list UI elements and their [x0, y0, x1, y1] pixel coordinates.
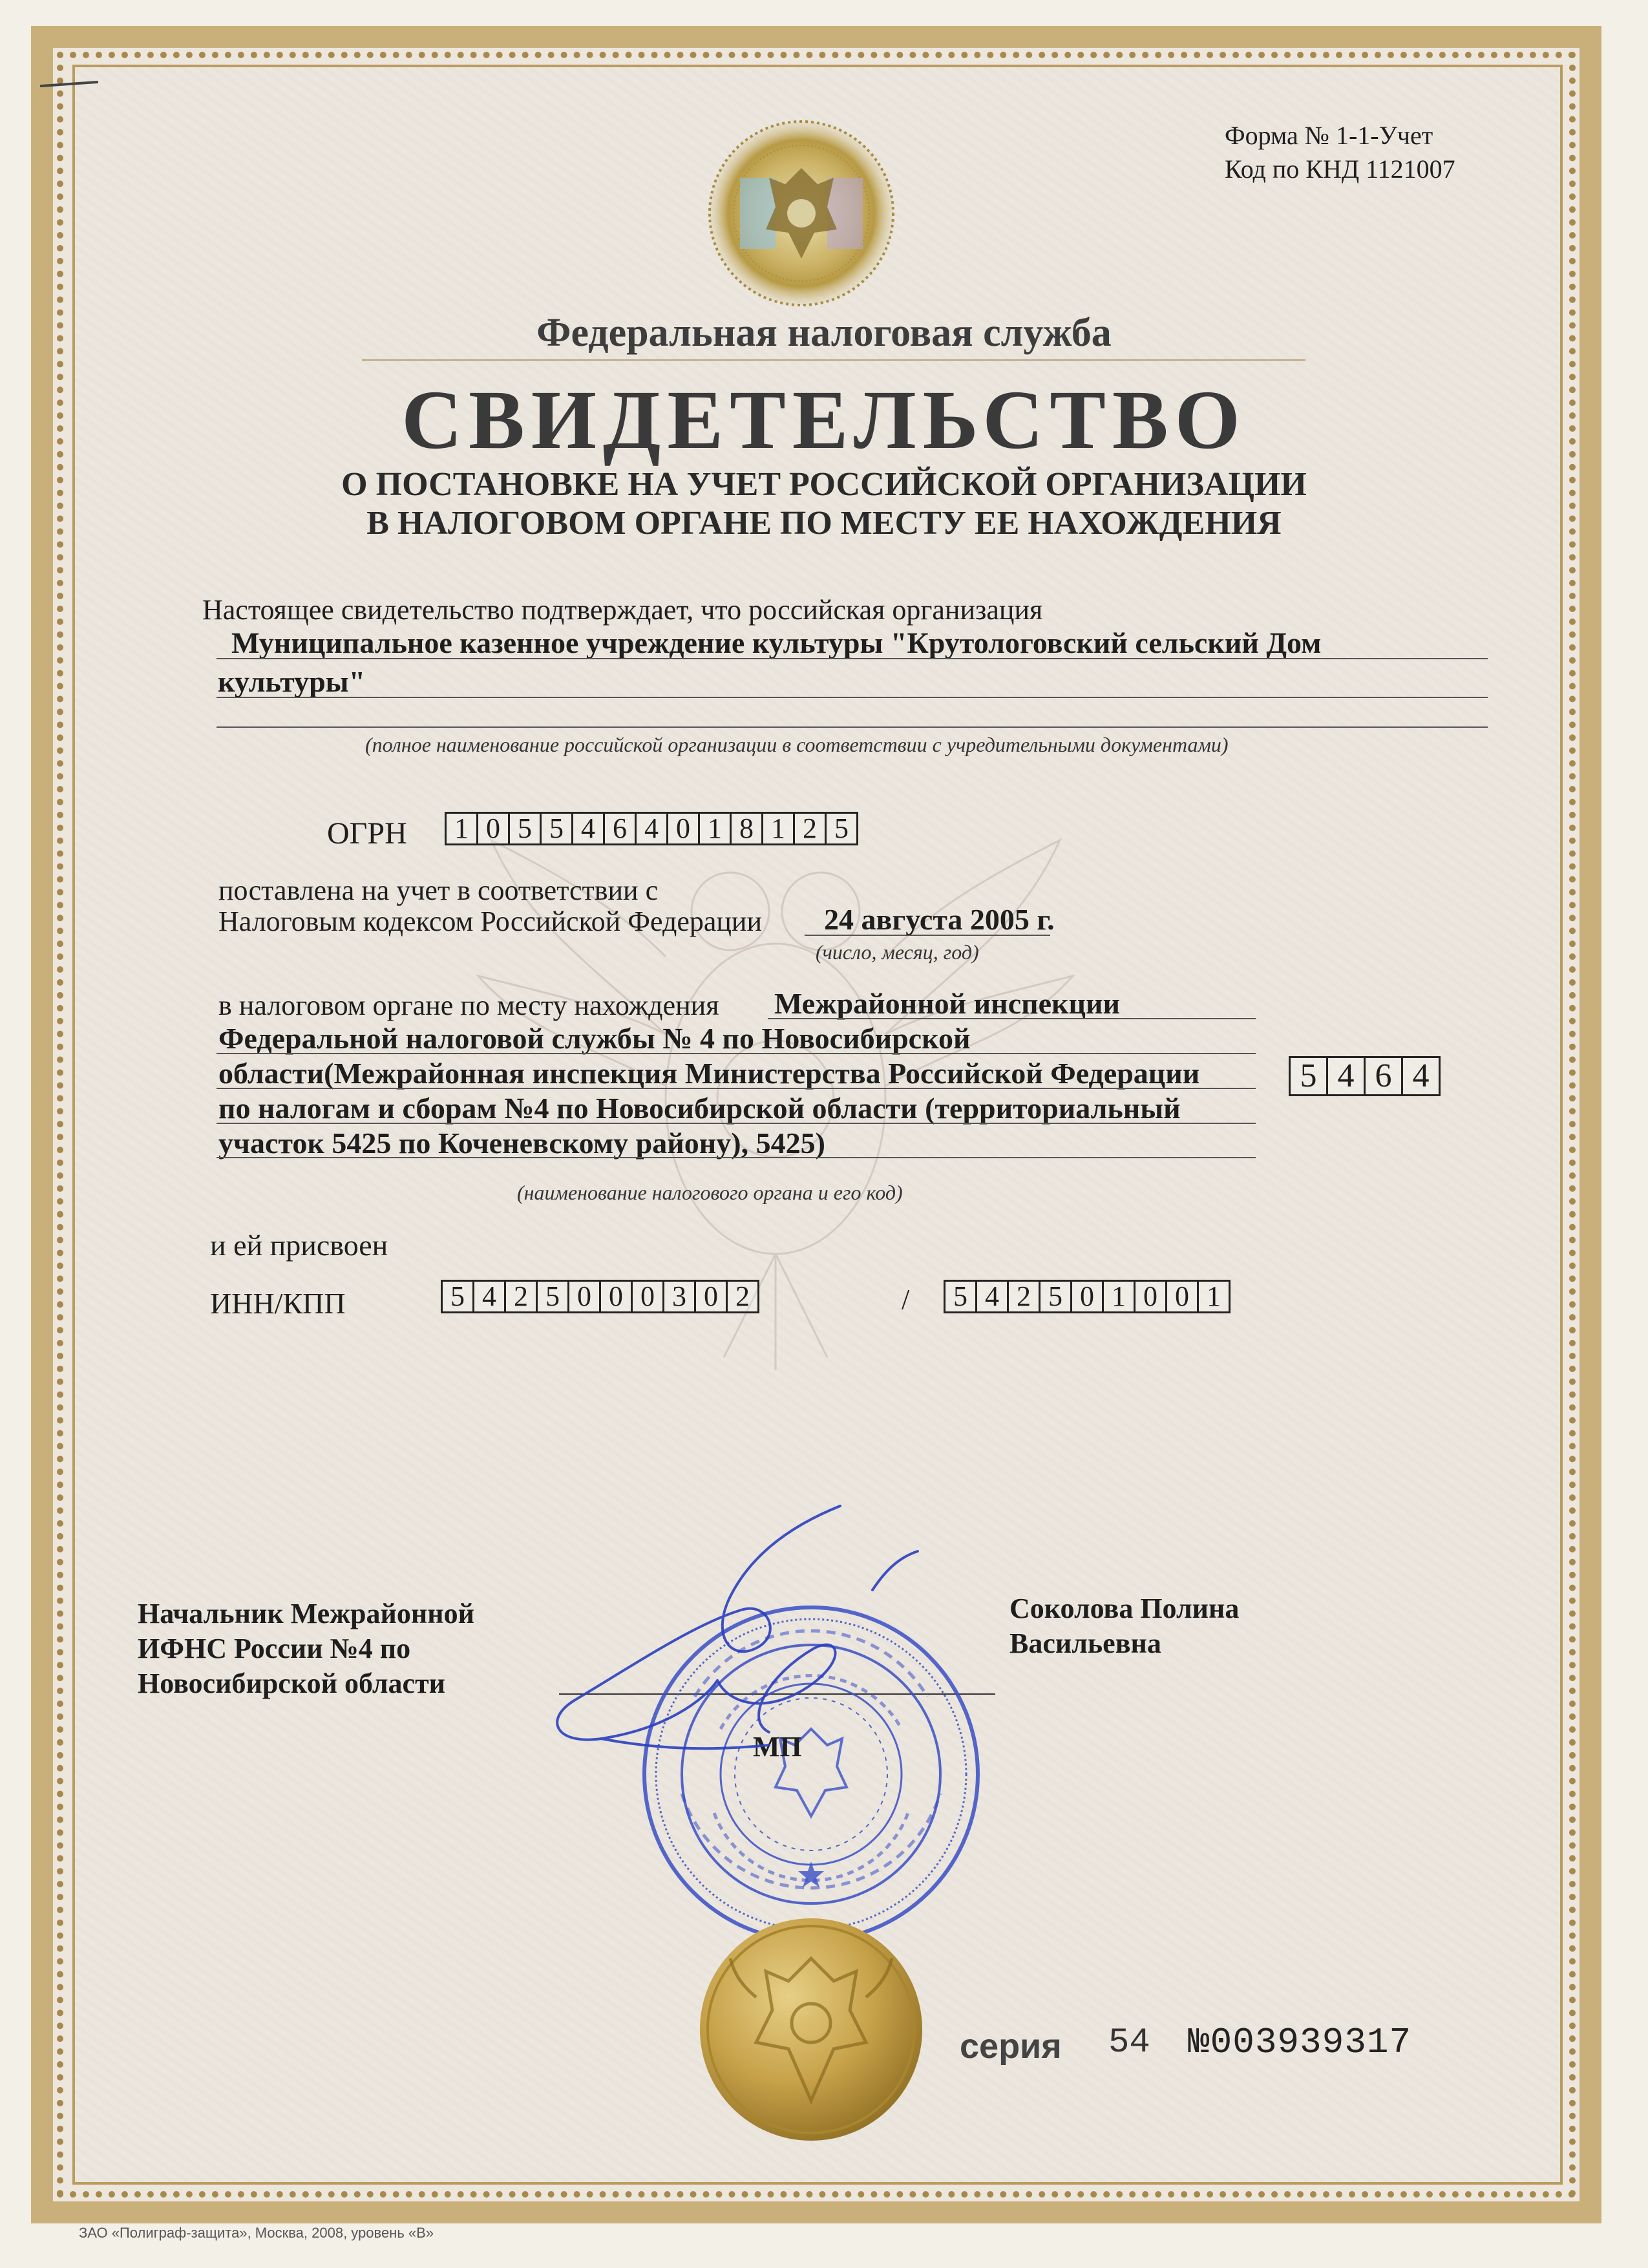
divider [217, 1088, 1256, 1089]
tax-authority-lead: в налоговом органе по месту нахождения [218, 990, 719, 1021]
divider [217, 1123, 1256, 1124]
subtitle-line-2: В НАЛОГОВОМ ОРГАНЕ ПО МЕСТУ ЕЕ НАХОЖДЕНИЯ [366, 505, 1282, 542]
kpp-digit: 5 [945, 1282, 977, 1311]
ogrn-digit: 4 [573, 814, 605, 843]
tax-code-digit: 4 [1328, 1058, 1366, 1094]
tax-authority-line-1: Межрайонной инспекции [774, 987, 1121, 1020]
kpp-digit: 0 [1072, 1282, 1104, 1311]
ogrn-digit: 0 [478, 814, 510, 843]
document-subtitle [0, 465, 1648, 543]
ogrn-digit: 0 [668, 814, 700, 843]
organization-caption: (полное наименование российской организации в соответствии с учредительными документами) [365, 733, 1229, 756]
tax-code-digit: 5 [1291, 1058, 1328, 1094]
divider [217, 1157, 1256, 1158]
form-number: Форма № 1-1-Учет [1225, 121, 1433, 150]
signer-name [1009, 1591, 1239, 1661]
knd-code: Код по КНД 1121007 [1225, 154, 1455, 184]
tax-authority-code-boxes [1289, 1056, 1441, 1096]
ogrn-digit: 4 [637, 814, 668, 843]
assigned-text: и ей присвоен [210, 1229, 388, 1262]
certificate-number: №003939317 [1188, 2022, 1412, 2063]
ogrn-digit: 6 [605, 814, 637, 843]
kpp-digit: 1 [1104, 1282, 1136, 1311]
ogrn-label: ОГРН [327, 816, 407, 851]
inn-digit: 0 [633, 1282, 664, 1311]
inn-digit: 0 [601, 1282, 633, 1311]
registration-date-caption: (число, месяц, год) [816, 940, 979, 964]
ogrn-digit: 1 [700, 814, 732, 843]
divider [362, 359, 1305, 361]
tax-code-digit: 4 [1412, 1057, 1430, 1094]
kpp-digit-boxes [944, 1280, 1231, 1313]
divider [217, 658, 1488, 659]
signer-position [138, 1596, 474, 1701]
kpp-digit: 2 [1009, 1282, 1041, 1311]
signer-position-line-3: Новосибирской области [138, 1668, 446, 1699]
document-title: СВИДЕТЕЛЬСТВО [401, 374, 1247, 467]
inn-digit: 2 [735, 1280, 750, 1312]
ogrn-digit: 2 [795, 814, 827, 843]
ogrn-digit: 8 [732, 814, 763, 843]
printer-imprint: ЗАО «Полиграф-защита», Москва, 2008, уровень «В» [79, 2225, 434, 2241]
signer-name-line-1: Соколова Полина [1009, 1593, 1240, 1624]
ogrn-digit: 5 [510, 814, 542, 843]
ogrn-digit: 1 [763, 814, 795, 843]
ogrn-digit: 5 [542, 814, 573, 843]
inn-digit: 5 [538, 1282, 569, 1311]
series-label: серия [960, 2027, 1062, 2066]
inn-digit: 0 [696, 1282, 728, 1311]
ogrn-digit-boxes [445, 812, 858, 845]
inn-digit: 2 [506, 1282, 538, 1311]
inn-digit: 5 [443, 1282, 474, 1311]
inn-digit: 0 [569, 1282, 601, 1311]
inn-kpp-label: ИНН/КПП [210, 1287, 346, 1320]
kpp-digit: 5 [1041, 1282, 1072, 1311]
divider [217, 1053, 1256, 1054]
inn-digit: 4 [474, 1282, 506, 1311]
tax-authority-line-2: Федеральной налоговой службы № 4 по Новосибирской [218, 1022, 971, 1055]
divider [805, 935, 1050, 936]
holographic-emblem-icon [704, 116, 898, 310]
inn-digit-boxes [441, 1280, 759, 1313]
divider [217, 697, 1488, 698]
divider [217, 726, 1488, 728]
tax-authority-line-4: по налогам и сборам №4 по Новосибирской области (территориальный [218, 1092, 1181, 1125]
tax-code-digit: 6 [1366, 1058, 1403, 1094]
ogrn-digit: 5 [834, 812, 849, 844]
stamp-mark-label: МП [753, 1731, 802, 1763]
inn-digit: 3 [664, 1282, 696, 1311]
gold-seal-icon [695, 1913, 927, 2146]
inn-kpp-separator: / [902, 1284, 910, 1315]
kpp-digit: 1 [1207, 1280, 1221, 1312]
kpp-digit: 0 [1167, 1282, 1199, 1311]
registration-date: 24 августа 2005 г. [824, 903, 1055, 936]
intro-text: Настоящее свидетельство подтверждает, что российская организация [202, 594, 1043, 626]
handwritten-signature-icon [536, 1493, 1041, 1790]
tax-authority-caption: (наименование налогового органа и его код) [517, 1181, 903, 1204]
tax-authority-line-3: области(Межрайонная инспекция Министерства Российской Федерации [218, 1057, 1200, 1090]
organization-name-line-2: культуры" [218, 665, 366, 698]
form-number-block [1225, 119, 1455, 186]
registration-text-line-2: Налоговым кодексом Российской Федерации [218, 906, 763, 937]
series-value: 54 [1108, 2023, 1150, 2062]
ogrn-digit: 1 [447, 814, 478, 843]
kpp-digit: 4 [977, 1282, 1009, 1311]
kpp-digit: 0 [1136, 1282, 1167, 1311]
issuing-service: Федеральная налоговая служба [536, 311, 1112, 355]
signer-position-line-1: Начальник Межрайонной [138, 1598, 474, 1629]
organization-name-line-1: Муниципальное казенное учреждение культуры "Крутологовский сельский Дом [231, 626, 1322, 659]
registration-text-line-1: поставлена на учет в соответствии с [218, 874, 659, 906]
signer-position-line-2: ИФНС России №4 по [138, 1633, 411, 1664]
subtitle-line-1: О ПОСТАНОВКЕ НА УЧЕТ РОССИЙСКОЙ ОРГАНИЗАЦИИ [341, 466, 1307, 503]
tax-authority-line-5: участок 5425 по Коченевскому району), 5425) [218, 1127, 825, 1160]
divider [768, 1018, 1256, 1019]
signer-name-line-2: Васильевна [1009, 1627, 1161, 1659]
